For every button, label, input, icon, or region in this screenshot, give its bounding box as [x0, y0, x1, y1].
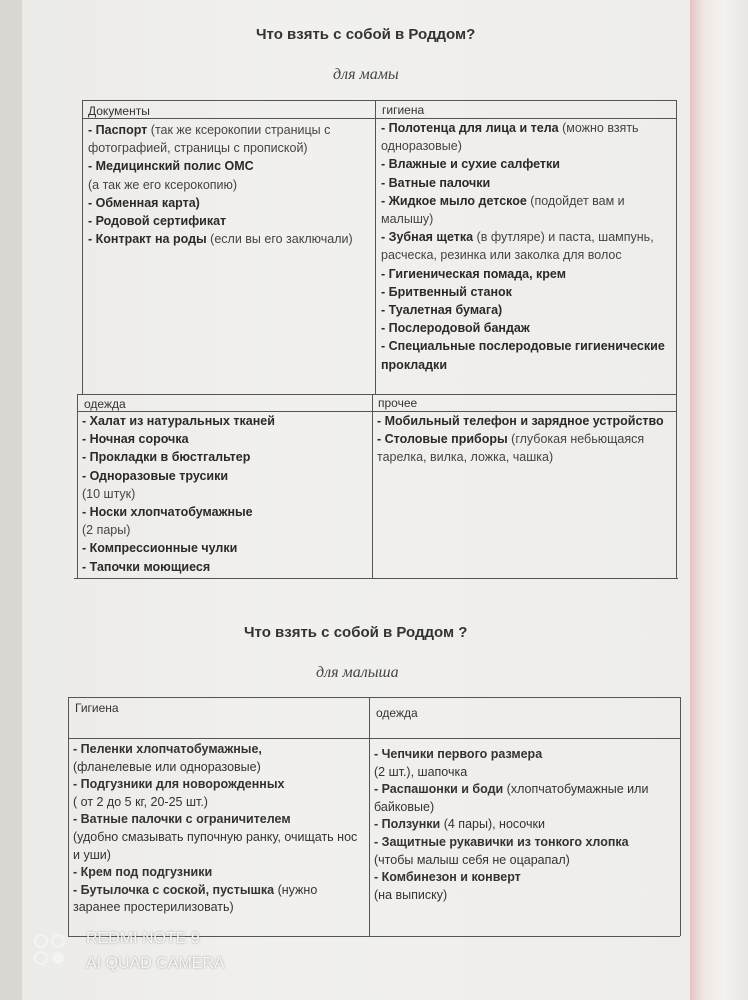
watermark-line-2: AI QUAD CAMERA: [86, 955, 225, 972]
list-item: [73, 776, 365, 794]
list-item: [73, 864, 365, 882]
list-item: [82, 430, 368, 448]
list-item: [374, 781, 674, 816]
item-note: (в футляре) и паста, шампунь, расческа, резинка или заколка для волос: [381, 230, 654, 263]
list-item: [73, 794, 365, 812]
item-name: - Крем под подгузники: [73, 865, 213, 880]
subtitle-mom: для мамы: [333, 66, 399, 83]
item-note: ( от 2 до 5 кг, 20-25 шт.): [73, 794, 208, 809]
item-name: - Зубная щетка: [381, 230, 474, 245]
item-name: - Жидкое мыло детское: [381, 193, 527, 208]
table-border: [369, 697, 370, 936]
item-name: - Послеродовой бандаж: [381, 321, 530, 336]
item-name: - Пеленки хлопчатобумажные,: [73, 742, 262, 756]
table-border: [68, 738, 680, 739]
item-name: - Носки хлопчатобумажные: [82, 505, 253, 520]
list-item: [82, 521, 368, 539]
item-name: - Паспорт: [88, 123, 148, 137]
table-border: [68, 697, 69, 936]
item-name: - Подгузники для новорожденных: [73, 777, 285, 792]
camera-logo-icon: [32, 930, 72, 970]
item-name: - Прокладки в бюстгальтер: [82, 450, 251, 465]
list-item: [374, 834, 674, 852]
item-name: - Медицинский полис ОМС: [88, 159, 254, 174]
item-name: - Ползунки: [374, 817, 441, 832]
list-item: [88, 194, 370, 212]
list-item: [73, 829, 365, 864]
item-name: - Чепчики первого размера: [374, 747, 543, 761]
other-list: [377, 412, 671, 467]
page-title-mom: Что взять с собой в Роддом?: [256, 26, 476, 43]
item-note: (10 штук): [82, 486, 136, 501]
item-name: - Мобильный телефон и зарядное устройство: [377, 414, 664, 428]
list-item: [377, 412, 671, 430]
list-item: [381, 283, 671, 301]
list-item: [374, 816, 674, 834]
item-name: - Компрессионные чулки: [82, 541, 238, 556]
item-note: (хлопчатобумажные или байковые): [374, 782, 649, 814]
table-border: [74, 578, 678, 579]
list-item: [88, 212, 370, 230]
watermark-line-1: REDMI NOTE 9: [86, 930, 200, 947]
camera-watermark: [86, 926, 225, 976]
list-item: [377, 430, 671, 466]
table-border: [68, 697, 680, 698]
item-name: - Комбинезон и конверт: [374, 870, 521, 885]
list-item: [73, 759, 365, 777]
list-item: [82, 539, 368, 557]
item-note: (на выписку): [374, 887, 448, 902]
list-item: [381, 301, 671, 319]
subtitle-baby: для малыша: [316, 664, 399, 681]
page-edge: [690, 0, 748, 1000]
page-title-baby: Что взять с собой в Роддом ?: [244, 624, 468, 641]
item-name: - Ватные палочки: [381, 175, 491, 190]
list-item: [82, 467, 368, 485]
item-name: - Бутылочка с соской, пустышка: [73, 882, 275, 897]
list-item: [374, 869, 674, 887]
item-note: (2 шт.), шапочка: [374, 764, 468, 779]
list-item: [381, 265, 671, 283]
item-note: (фланелевые или одноразовые): [73, 759, 261, 774]
header-baby-hygiene: Гигиена: [75, 701, 119, 715]
item-name: - Гигиеническая помада, крем: [381, 266, 566, 281]
item-note: (нужно заранее простерилизовать): [73, 882, 318, 915]
list-item: [374, 887, 674, 905]
list-item: [381, 119, 671, 155]
mom-hygiene-list: [381, 119, 671, 374]
list-item: [82, 412, 368, 430]
list-item: [381, 228, 671, 264]
header-other: прочее: [378, 396, 418, 410]
list-item: [82, 485, 368, 503]
list-item: [82, 558, 368, 576]
item-name: - Полотенца для лица и тела: [381, 121, 559, 135]
item-name: - Специальные послеродовые гигиенические прокладки: [381, 339, 665, 372]
item-note: (подойдет вам и малышу): [381, 193, 625, 227]
item-name: - Защитные рукавички из тонкого хлопка: [374, 834, 629, 849]
list-item: [381, 155, 671, 173]
item-name: - Обменная карта): [88, 195, 200, 210]
item-name: - Тапочки моющиеся: [82, 559, 211, 574]
list-item: [381, 337, 671, 373]
list-item: [381, 174, 671, 192]
list-item: [381, 319, 671, 337]
item-name: - Контракт на роды: [88, 232, 207, 247]
item-name: - Туалетная бумага): [381, 303, 503, 318]
header-baby-clothes: одежда: [376, 706, 418, 720]
item-note: (удобно смазывать пупочную ранку, очищать нос и уши): [73, 829, 358, 862]
table-border: [77, 394, 78, 578]
item-note: (а так же его ксерокопию): [88, 177, 238, 192]
header-hygiene: гигиена: [382, 103, 425, 117]
baby-clothes-list: [374, 746, 674, 904]
list-item: [73, 882, 365, 917]
baby-hygiene-list: [73, 741, 365, 917]
list-item: [381, 192, 671, 228]
list-item: [82, 448, 368, 466]
item-name: - Ночная сорочка: [82, 432, 189, 447]
item-note: (4 пары), носочки: [440, 817, 545, 832]
item-note: (чтобы малыш себя не оцарапал): [374, 852, 570, 867]
table-border: [680, 697, 681, 936]
list-item: [88, 230, 370, 248]
list-item: [88, 157, 370, 175]
item-name: - Ватные палочки с ограничителем: [73, 812, 291, 827]
mom-clothes-list: [82, 412, 368, 576]
item-note: (можно взять одноразовые): [381, 121, 639, 154]
list-item: [82, 503, 368, 521]
item-name: - Бритвенный станок: [381, 284, 512, 299]
item-note: (2 пары): [82, 523, 131, 538]
item-note: (глубокая небьющаяся тарелка, вилка, ложка, чашка): [377, 432, 645, 465]
item-note: (так же ксерокопии страницы с фотографией, страницы с пропиской): [88, 123, 331, 156]
table-border: [676, 100, 677, 578]
table-border: [82, 100, 83, 394]
item-name: - Распашонки и боди: [374, 782, 504, 797]
header-documents: Документы: [88, 104, 150, 118]
list-item: [73, 811, 365, 829]
documents-list: [88, 121, 370, 248]
list-item: [374, 852, 674, 870]
table-border: [372, 394, 373, 578]
item-name: - Одноразовые трусики: [82, 468, 229, 483]
table-border: [78, 394, 676, 395]
item-name: - Влажные и сухие салфетки: [381, 157, 560, 172]
list-item: [88, 176, 370, 194]
item-name: - Халат из натуральных тканей: [82, 414, 275, 428]
item-name: - Столовые приборы: [377, 432, 508, 447]
table-border: [82, 100, 676, 101]
header-clothes: одежда: [84, 397, 126, 411]
table-border: [375, 100, 376, 394]
item-note: (если вы его заключали): [206, 232, 353, 247]
list-item: [374, 764, 674, 782]
item-name: - Родовой сертификат: [88, 214, 227, 229]
list-item: [73, 741, 365, 759]
list-item: [374, 746, 674, 764]
list-item: [88, 121, 370, 157]
